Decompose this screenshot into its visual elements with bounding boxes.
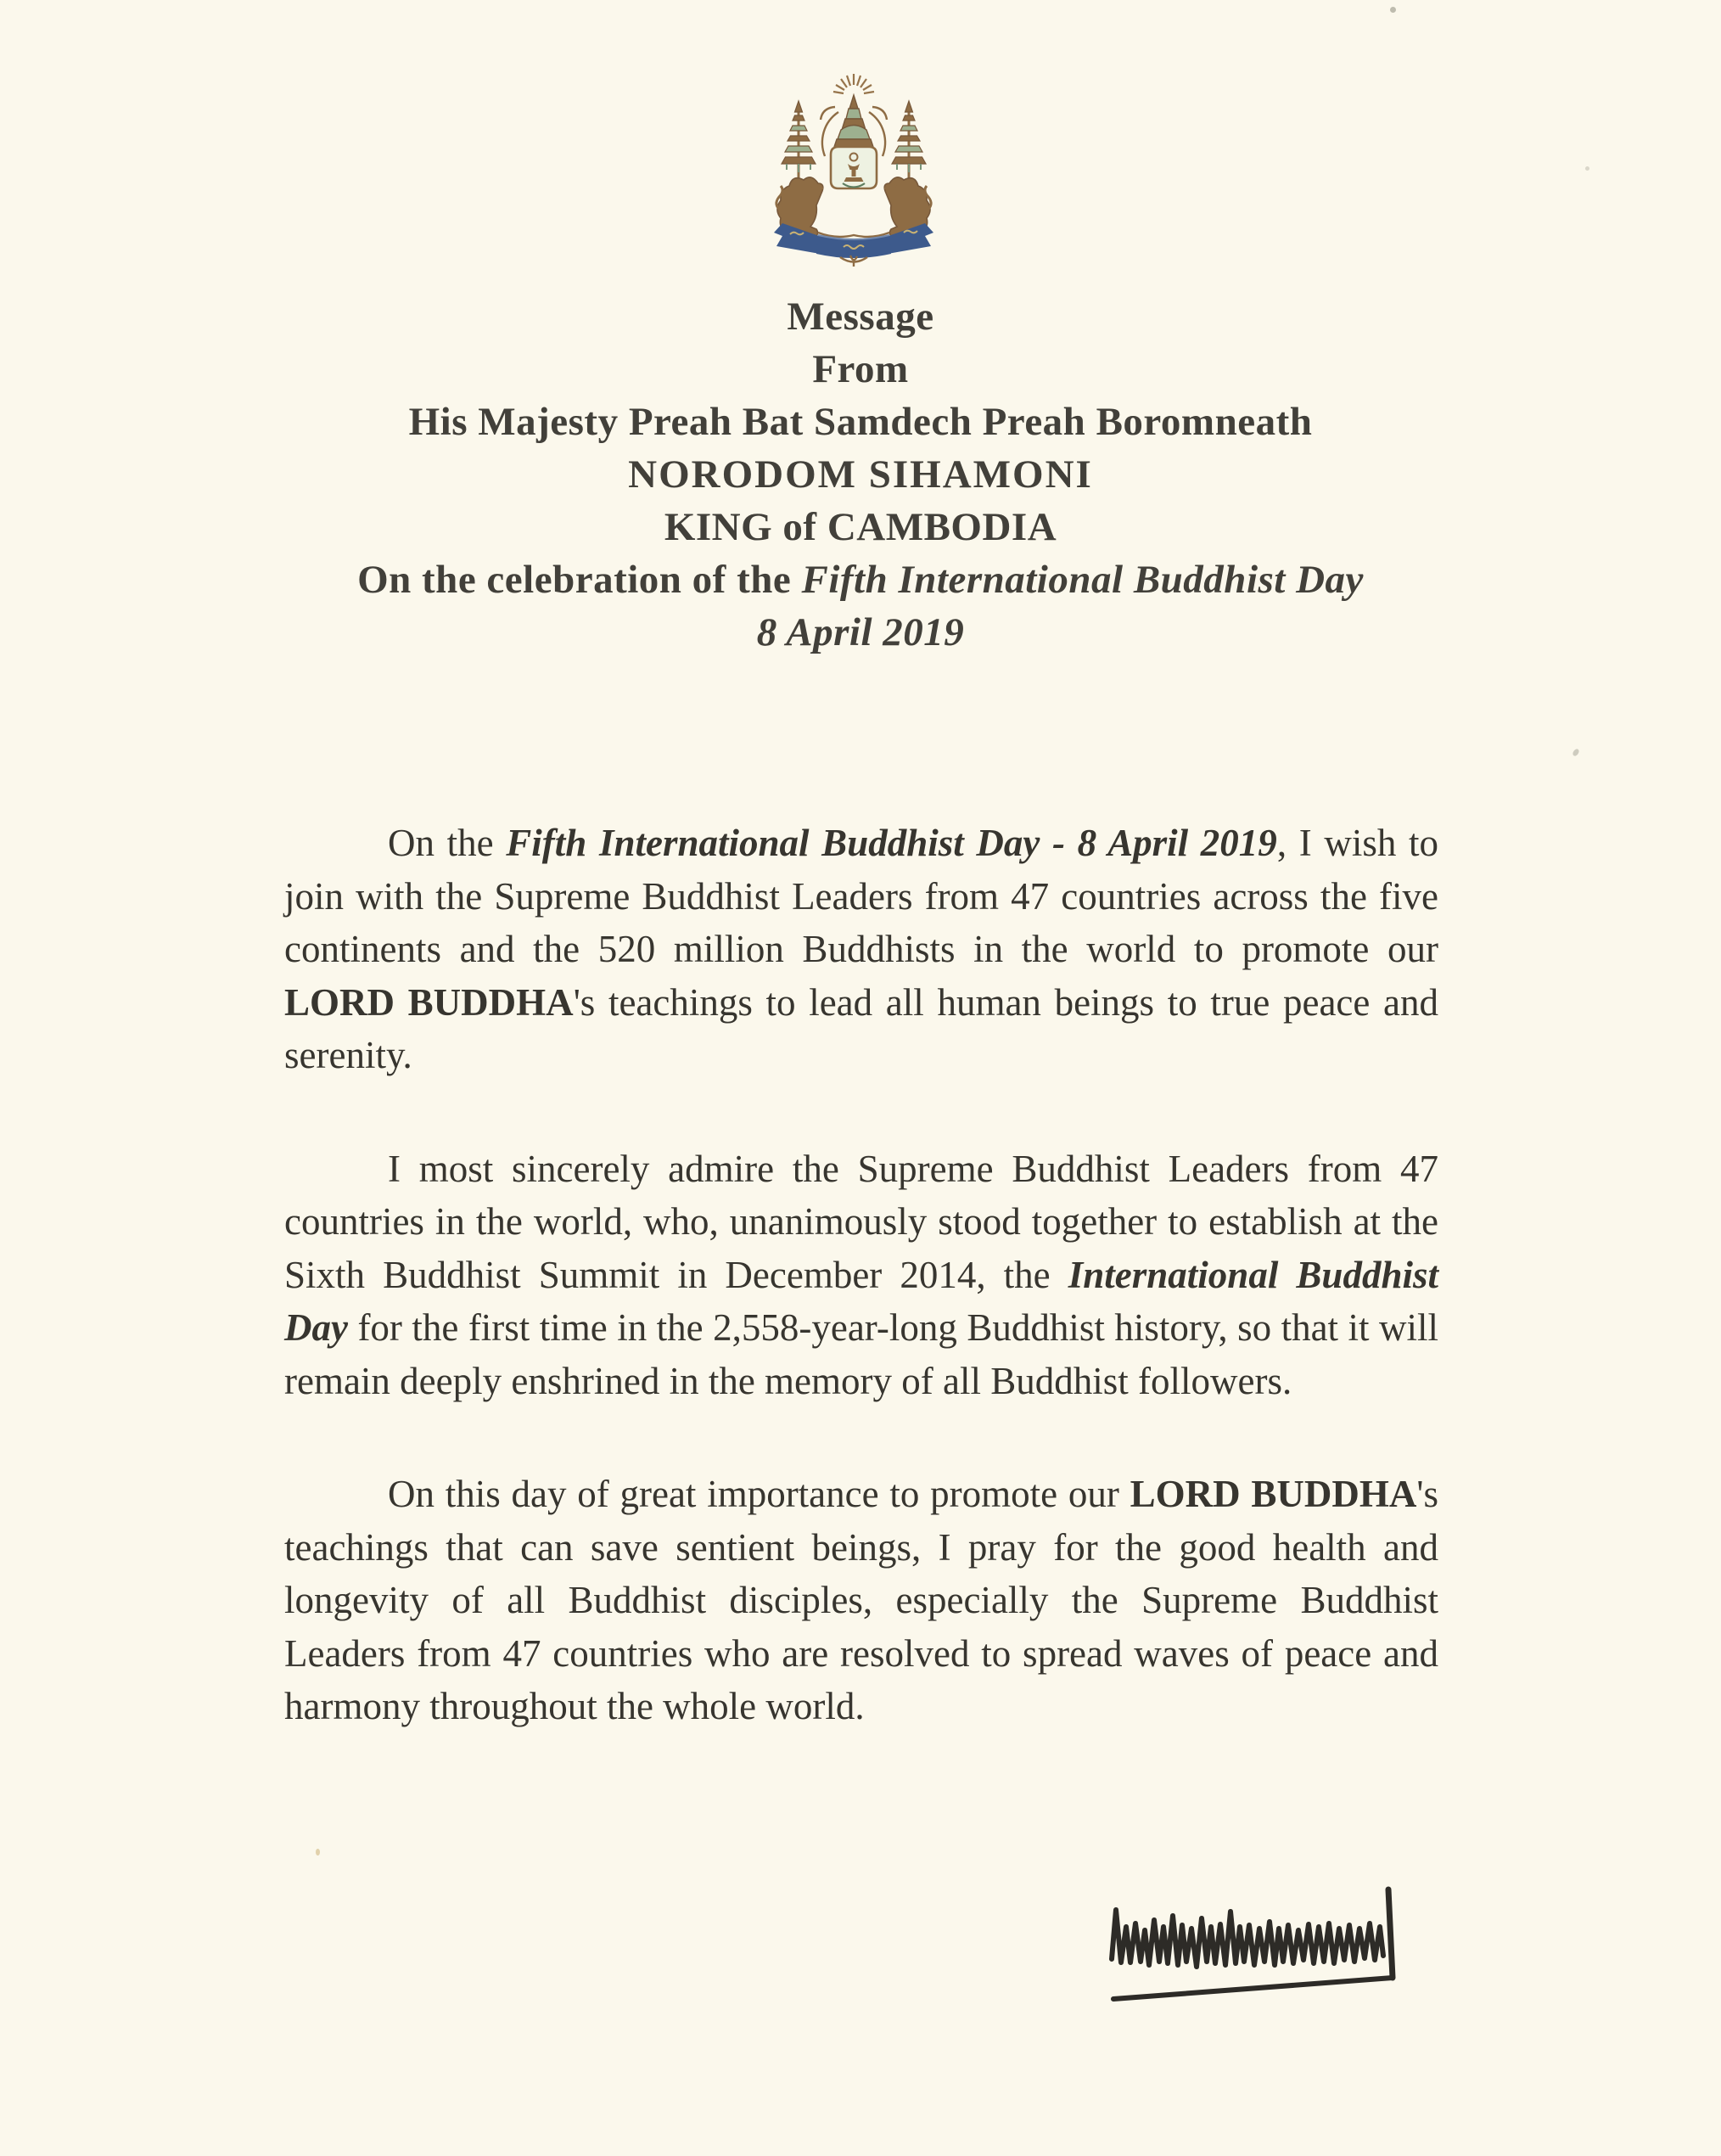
- paragraph: [284, 1143, 1438, 1408]
- text-segment: Fifth International Buddhist Day: [801, 558, 1364, 602]
- crest-spire: [834, 95, 873, 147]
- heading-line: [0, 448, 1721, 501]
- scan-speck: [1390, 7, 1396, 13]
- letter-heading: [0, 290, 1721, 659]
- heading-line: [0, 553, 1721, 606]
- paragraph: [284, 1468, 1438, 1733]
- crest-sunburst: [833, 74, 874, 93]
- text-segment: On this day of great importance to promote our: [388, 1473, 1130, 1515]
- text-segment: 8 April 2019: [756, 610, 965, 654]
- text-segment: From: [812, 347, 909, 391]
- text-segment: Fifth International Buddhist Day - 8 April 2019: [506, 822, 1277, 864]
- text-segment: His Majesty Preah Bat Samdech Preah Boromneath: [408, 400, 1313, 444]
- royal-arms-of-cambodia-icon: [769, 73, 939, 268]
- paragraph: [284, 817, 1438, 1082]
- text-segment: NORODOM SIHAMONI: [628, 452, 1093, 497]
- heading-line: [0, 290, 1721, 343]
- scan-speck: [1585, 166, 1589, 171]
- scan-speck: [1572, 748, 1580, 757]
- text-segment: 's teachings that can save sentient beings, I pray for the good health and longevity of all Buddhist disciples, especially the Supreme Buddhist Leaders from 47 countries who are resolved to spread waves of peace and harmony throughout the whole world.: [284, 1473, 1438, 1727]
- scan-speck: [316, 1849, 320, 1856]
- letter-body: [284, 817, 1438, 1794]
- text-segment: 's teachings to lead all human beings to true peace and serenity.: [284, 980, 1438, 1076]
- text-segment: Message: [787, 295, 934, 339]
- text-segment: International Buddhist Day: [284, 1253, 1438, 1349]
- heading-line: [0, 606, 1721, 659]
- text-segment: LORD BUDDHA: [1130, 1473, 1417, 1515]
- heading-line: [0, 343, 1721, 396]
- text-segment: On the: [388, 822, 507, 864]
- text-segment: KING of CAMBODIA: [664, 505, 1057, 549]
- heading-line: [0, 501, 1721, 553]
- text-segment: I most sincerely admire the Supreme Buddhist Leaders from 47 countries in the world, who, unanimously stood together to establish at the Sixth Buddhist Summit in December 2014, the: [284, 1147, 1438, 1296]
- heading-line: [0, 396, 1721, 448]
- crest-garland: [818, 233, 889, 237]
- text-segment: for the first time in the 2,558-year-long Buddhist history, so that it will remain deeply enshrined in the memory of all Buddhist followers.: [284, 1306, 1438, 1402]
- norodom-sihamoni-signature: [1096, 1878, 1419, 2009]
- text-segment: , I wish to join with the Supreme Buddhist Leaders from 47 countries across the five continents and the 520 million Buddhists in the world to promote our: [284, 822, 1438, 970]
- crest-shield: [831, 147, 877, 188]
- text-segment: LORD BUDDHA: [284, 980, 574, 1024]
- text-segment: On the celebration of the: [357, 558, 802, 602]
